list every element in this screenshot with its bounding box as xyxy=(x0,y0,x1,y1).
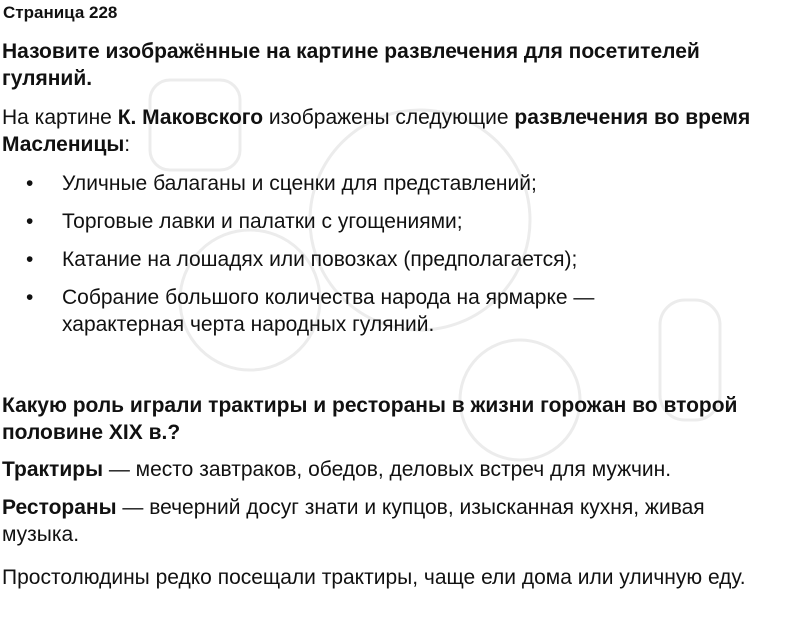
artist-name: К. Маковского xyxy=(117,106,264,129)
list-item: • Торговые лавки и палатки с угощениями; xyxy=(26,210,463,233)
question-1-heading: Назовите изображённые на картине развлечения для посетителей гуляний. xyxy=(2,40,700,90)
term-restorany: Рестораны xyxy=(2,496,117,519)
restorany-paragraph: Рестораны — вечерний досуг знати и купцов, изысканная кухня, живая музыка. xyxy=(2,496,705,546)
bullet-icon: • xyxy=(26,286,34,309)
list-item: • Уличные балаганы и сценки для представлений; xyxy=(26,172,537,195)
bullet-icon: • xyxy=(26,172,34,195)
bullet-icon: • xyxy=(26,210,34,233)
question-2-heading: Какую роль играли трактиры и рестораны в жизни горожан во второй половине XIX в.? xyxy=(2,394,738,444)
term-traktiry: Трактиры xyxy=(2,458,104,481)
highlight-entertainment: развлечения во время Масленицы xyxy=(2,106,751,156)
entertainment-list xyxy=(0,170,800,349)
list-item: • Собрание большого количества народа на ярмарке — характерная черта народных гуляний. xyxy=(26,286,595,336)
commoners-paragraph: Простолюдины редко посещали трактиры, чаще ели дома или уличную еду. xyxy=(2,566,746,589)
traktiry-paragraph: Трактиры — место завтраков, обедов, деловых встреч для мужчин. xyxy=(2,458,672,481)
list-item: • Катание на лошадях или повозках (предполагается); xyxy=(26,248,578,271)
bullet-icon: • xyxy=(26,248,34,271)
intro-paragraph: На картине К. Маковского изображены следующие развлечения во время Масленицы: xyxy=(2,106,751,156)
page-number: Страница 228 xyxy=(3,3,118,22)
